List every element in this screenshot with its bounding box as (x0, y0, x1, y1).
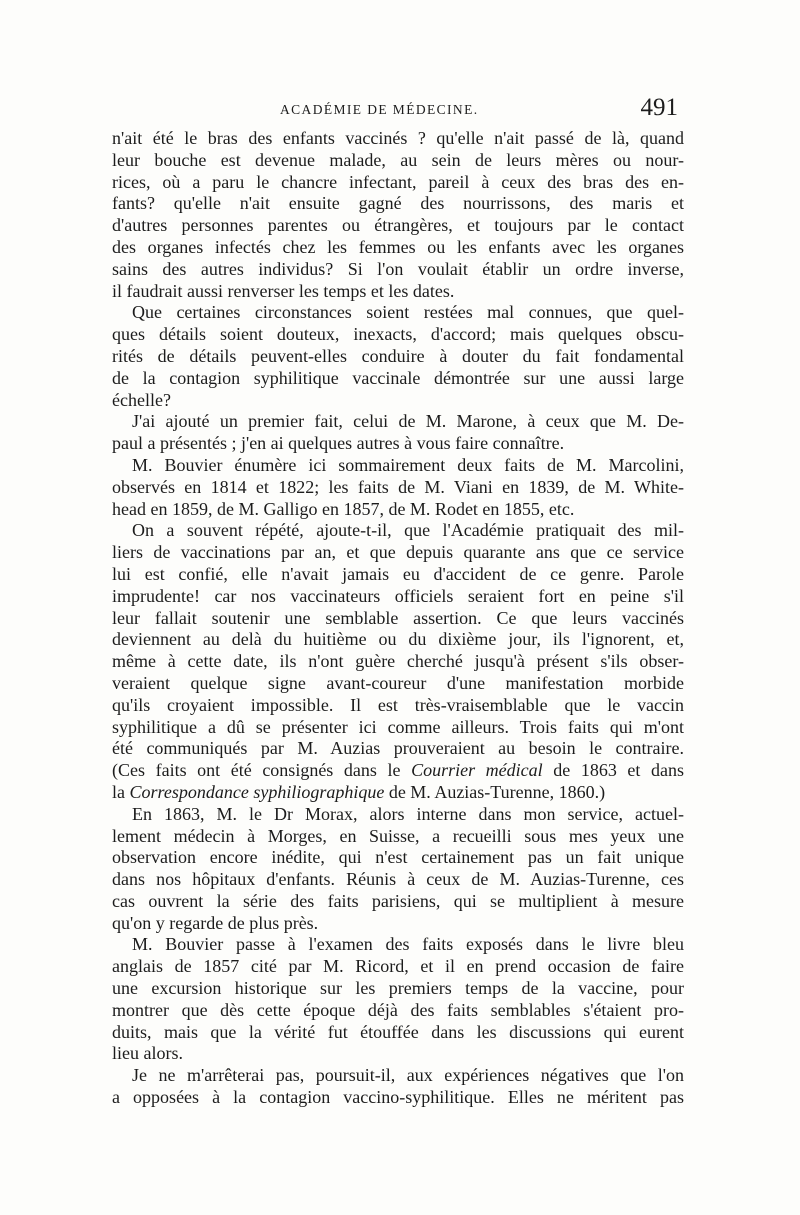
text-line: même à cette date, ils n'ont guère cherché jusqu'à présent s'ils obser- (112, 651, 684, 672)
text-line: paul a présentés ; j'en ai quelques autres à vous faire connaître. (112, 433, 565, 454)
text-line: qu'on y regarde de plus près. (112, 912, 319, 933)
text-line: observation encore inédite, qui n'est certainement pas un fait unique (112, 847, 684, 868)
text-line: imprudente! car nos vaccinateurs officiels seraient fort en peine s'il (112, 585, 684, 606)
text-line: leur bouche est devenue malade, au sein de leurs mères ou nour- (112, 149, 684, 170)
text-line: une excursion historique sur les premiers temps de la vaccine, pour (112, 978, 684, 999)
text-line: a opposées à la contagion vaccino-syphilitique. Elles ne méritent pas (112, 1087, 684, 1108)
text-line: de la contagion syphilitique vaccinale démontrée sur une aussi large (112, 367, 684, 388)
text-line: deviennent au delà du huitième ou du dixième jour, ils l'ignorent, et, (112, 629, 684, 650)
text-line-segment: de M. Auzias-Turenne, 1860.) (384, 781, 606, 802)
text-line: On a souvent répété, ajoute-t-il, que l'Académie pratiquait des mil- (132, 520, 684, 541)
italic-title: Correspondance syphiliographique (129, 781, 385, 802)
text-line: leur fallait soutenir une semblable assertion. Ce que leurs vaccinés (112, 607, 684, 628)
text-line: M. Bouvier passe à l'examen des faits exposés dans le livre bleu (132, 934, 684, 955)
text-line-segment: (Ces faits ont été consignés dans le (112, 760, 412, 781)
text-line: n'ait été le bras des enfants vaccinés ? qu'elle n'ait passé de là, quand (112, 128, 684, 148)
text-line: il faudrait aussi renverser les temps et les dates. (112, 280, 455, 301)
text-line: veraient quelque signe avant-coureur d'une manifestation morbide (112, 672, 684, 693)
italic-title: Courrier médical (411, 760, 543, 781)
text-line-segment: de 1863 et dans (542, 760, 684, 781)
body-text (112, 128, 684, 1109)
text-line: cas ouvrent la série des faits parisiens, qui se multiplient à mesure (112, 890, 684, 911)
text-line: été communiqués par M. Auzias prouveraient au besoin le contraire. (112, 738, 684, 759)
text-line: duits, mais que la vérité fut étouffée dans les discussions qui eurent (112, 1021, 684, 1042)
text-line-segment: la (112, 781, 130, 802)
text-line: Je ne m'arrêterai pas, poursuit-il, aux expériences négatives que l'on (132, 1065, 684, 1086)
text-line: échelle? (112, 389, 171, 410)
text-line: En 1863, M. le Dr Morax, alors interne dans mon service, actuel- (132, 803, 684, 824)
text-line: dans nos hôpitaux d'enfants. Réunis à ceux de M. Auzias-Turenne, ces (112, 869, 684, 890)
text-line: syphilitique a dû se présenter ici comme ailleurs. Trois faits qui m'ont (112, 716, 684, 737)
running-head (110, 94, 680, 124)
text-line: montrer que dès cette époque déjà des faits semblables s'étaient pro- (112, 999, 684, 1020)
text-line: rices, où a paru le chancre infectant, pareil à ceux des bras des en- (112, 171, 684, 192)
running-title: ACADÉMIE DE MÉDECINE. (280, 102, 479, 117)
text-line: sains des autres individus? Si l'on voulait établir un ordre inverse, (112, 258, 684, 279)
text-line: J'ai ajouté un premier fait, celui de M. Marone, à ceux que M. De- (132, 411, 684, 432)
text-line: head en 1859, de M. Galligo en 1857, de M. Rodet en 1855, etc. (112, 498, 575, 519)
page-number: 491 (640, 94, 678, 121)
text-line: lieu alors. (112, 1043, 183, 1064)
text-line: M. Bouvier énumère ici sommairement deux faits de M. Marcolini, (132, 454, 684, 475)
text-line: liers de vaccinations par an, et que depuis quarante ans que ce service (112, 542, 684, 563)
text-line: lui est confié, elle n'avait jamais eu d'accident de ce genre. Parole (112, 563, 684, 584)
text-line: anglais de 1857 cité par M. Ricord, et il en prend occasion de faire (112, 956, 684, 977)
text-line: d'autres personnes parentes ou étrangères, et toujours par le contact (112, 215, 684, 236)
text-line: lement médecin à Morges, en Suisse, a recueilli sous mes yeux une (112, 825, 684, 846)
text-line: qu'ils croyaient impossible. Il est très-vraisemblable que le vaccin (112, 694, 684, 715)
text-line (112, 782, 684, 804)
text-line: observés en 1814 et 1822; les faits de M. Viani en 1839, de M. White- (112, 476, 684, 497)
text-line: fants? qu'elle n'ait ensuite gagné des nourrissons, des maris et (112, 193, 684, 214)
text-line: Que certaines circonstances soient restées mal connues, que quel- (132, 302, 684, 323)
text-line: rités de détails peuvent-elles conduire à douter du fait fondamental (112, 345, 684, 366)
text-line: ques détails soient douteux, inexacts, d'accord; mais quelques obscu- (112, 324, 684, 345)
text-line: des organes infectés chez les femmes ou les enfants avec les organes (112, 236, 684, 257)
text-line (112, 760, 684, 782)
